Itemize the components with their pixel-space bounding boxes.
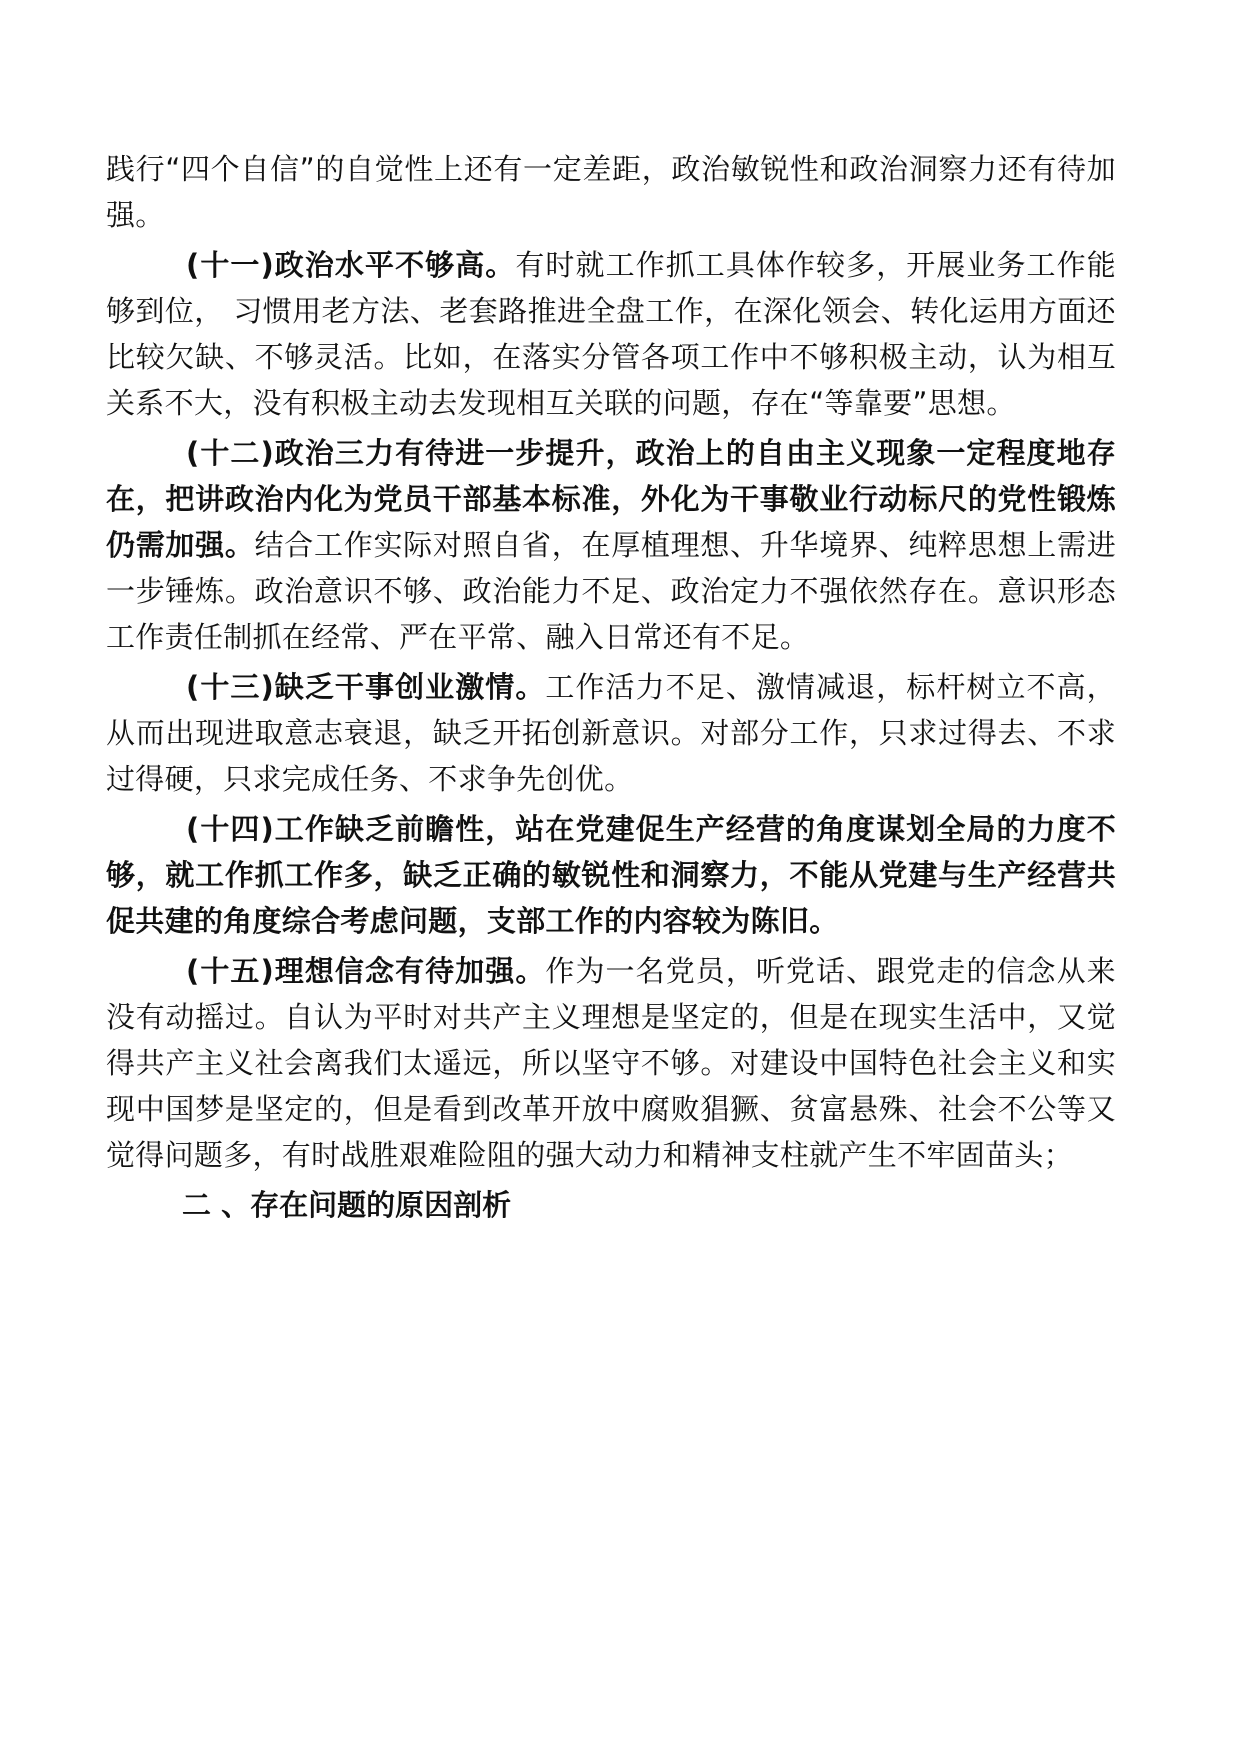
paragraph-text: 有时就工作抓工具体作较多，开展业务工作能够到位， 习惯用老方法、老套路推进全盘工作，在深化领会、转化运用方面还比较欠缺、不够灵活。比如，在落实分管各项工作中不够积极主动，认为相互关系不大，没有积极主动去发现相互关联的问题，存在“等靠要”思想。 bbox=[106, 248, 1116, 420]
paragraph-text: 作为一名党员，听党话、跟党走的信念从来没有动摇过。自认为平时对共产主义理想是坚定的，但是在现实生活中，又觉得共产主义社会离我们太遥远，所以坚守不够。对建设中国特色社会主义和实现中国梦是坚定的，但是看到改革开放中腐败猖獗、贫富悬殊、社会不公等又觉得问题多，有时战胜艰难险阻的强大动力和精神支柱就产生不牢固苗头； bbox=[106, 954, 1116, 1172]
paragraph-item-13 bbox=[106, 664, 1116, 802]
paragraph-item-11 bbox=[106, 242, 1116, 426]
paragraph-bold-lead: (十三)缺乏干事创业激情。 bbox=[186, 670, 546, 704]
paragraph-bold-lead: (十一)政治水平不够高。 bbox=[186, 248, 516, 282]
paragraph-bold-lead: (十二)政治三力有待进一步提升，政治上的自由主义现象一定程度地存在，把讲政治内化为党员干部基本标准，外化为干事敬业行动标尺的党性锻炼仍需加强。 bbox=[106, 436, 1116, 562]
paragraph-item-15 bbox=[106, 948, 1116, 1178]
paragraph-item-14 bbox=[106, 806, 1116, 944]
paragraph-continuation bbox=[106, 146, 1116, 238]
document-page bbox=[106, 146, 1116, 1228]
paragraph-text: 践行“四个自信”的自觉性上还有一定差距，政治敏锐性和政治洞察力还有待加强。 bbox=[106, 152, 1116, 232]
paragraph-item-12 bbox=[106, 430, 1116, 660]
paragraph-text: 工作活力不足、激情减退，标杆树立不高，从而出现进取意志衰退，缺乏开拓创新意识。对部分工作，只求过得去、不求过得硬，只求完成任务、不求争先创优。 bbox=[106, 670, 1116, 796]
paragraph-text: 结合工作实际对照自省，在厚植理想、升华境界、纯粹思想上需进一步锤炼。政治意识不够、政治能力不足、政治定力不强依然存在。意识形态工作责任制抓在经常、严在平常、融入日常还有不足。 bbox=[106, 528, 1116, 654]
section-heading: 二 、存在问题的原因剖析 bbox=[182, 1188, 512, 1222]
paragraph-bold-lead: (十四)工作缺乏前瞻性，站在党建促生产经营的角度谋划全局的力度不够，就工作抓工作多，缺乏正确的敏锐性和洞察力，不能从党建与生产经营共促共建的角度综合考虑问题，支部工作的内容较为陈旧。 bbox=[106, 812, 1116, 938]
paragraph-bold-lead: (十五)理想信念有待加强。 bbox=[186, 954, 546, 988]
